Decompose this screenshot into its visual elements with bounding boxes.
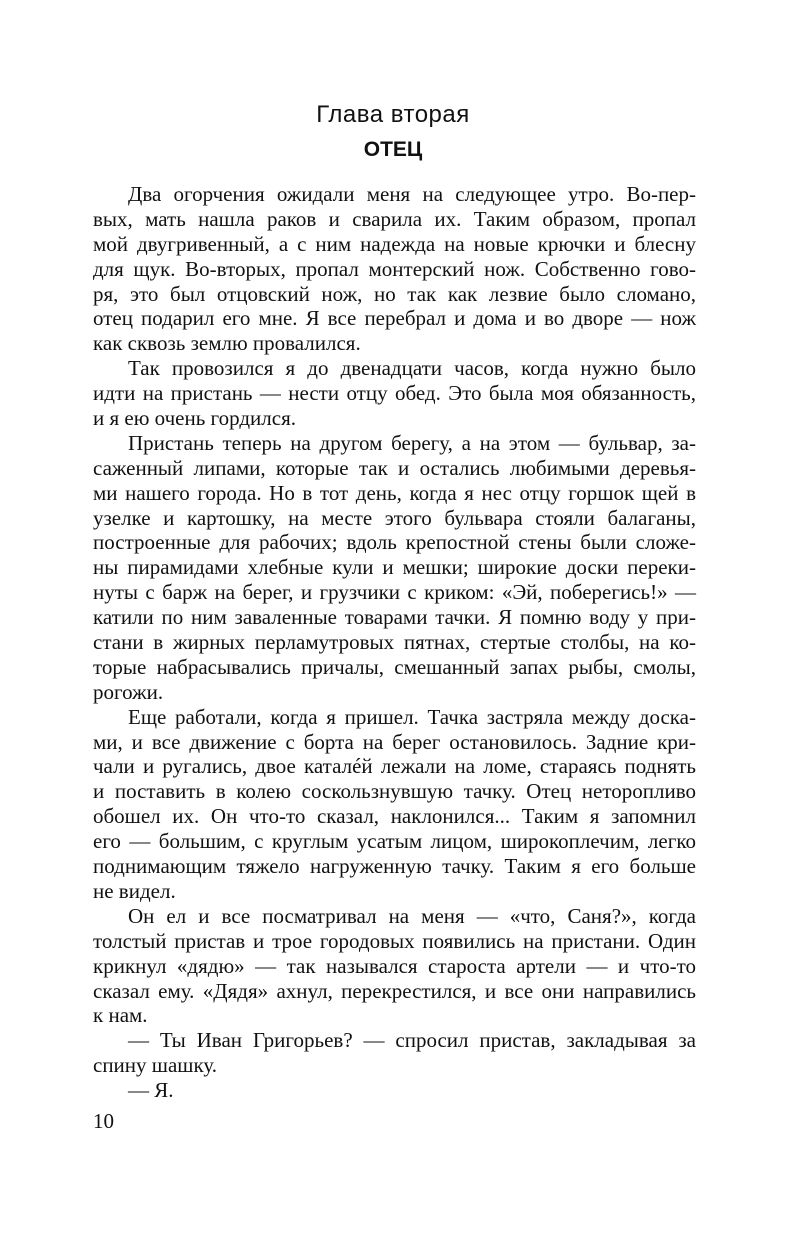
page-number: 10 <box>93 1109 114 1133</box>
text-line: Так провозился я до двенадцати часов, когда нужно было <box>128 356 696 381</box>
text-line: — Ты Иван Григорьев? — спросил пристав, закладывая за <box>128 1028 696 1053</box>
text-line: не видел. <box>93 878 176 903</box>
text-line: для щук. Во-вторых, пропал монтерский нож. Собственно гово- <box>93 256 696 281</box>
text-line: торые набрасывались причалы, смешанный запах рыбы, смолы, <box>93 654 696 679</box>
text-line: спину шашку. <box>93 1053 218 1078</box>
chapter-heading: Глава вторая <box>316 101 470 128</box>
text-line: толстый пристав и трое городовых появились на пристани. Один <box>93 928 696 953</box>
text-line: узелке и картошку, на месте этого бульвара стояли балаганы, <box>93 505 696 530</box>
text-line: мой двугривенный, а с ним надежда на новые крючки и блесну <box>93 231 696 256</box>
text-line: чали и ругались, двое каталéй лежали на ломе, стараясь поднять <box>93 754 696 779</box>
text-line: Пристань теперь на другом берегу, а на этом — бульвар, за- <box>128 430 696 455</box>
text-line: стани в жирных перламутровых пятнах, стертые столбы, на ко- <box>93 630 696 655</box>
text-line: построенные для рабочих; вдоль крепостной стены были сложе- <box>93 530 696 555</box>
text-line: идти на пристань — нести отцу обед. Это была моя обязанность, <box>93 381 696 406</box>
text-line: и я ею очень гордился. <box>93 406 297 431</box>
text-line: крикнул «дядю» — так назывался староста артели — и что-то <box>93 953 696 978</box>
text-line: его — большим, с круглым усатым лицом, широкоплечим, легко <box>93 829 696 854</box>
text-line: ми нашего города. Но в тот день, когда я нес отцу горшок щей в <box>93 480 696 505</box>
text-line: ми, и все движение с борта на берег остановилось. Задние кри- <box>93 729 696 754</box>
text-line: ря, это был отцовский нож, но так как лезвие было сломано, <box>93 281 696 306</box>
text-line: — Я. <box>128 1078 174 1103</box>
text-line: к нам. <box>93 1003 148 1028</box>
text-line: нуты с барж на берег, и грузчики с криком: «Эй, поберегись!» — <box>93 580 696 605</box>
text-line: Два огорчения ожидали меня на следующее утро. Во-пер- <box>128 182 696 206</box>
text-line: ны пирамидами хлебные кули и мешки; широкие доски переки- <box>93 555 696 580</box>
text-line: катили по ним заваленные товарами тачки. Я помню воду у при- <box>93 605 696 630</box>
text-line: поднимающим тяжело нагруженную тачку. Таким я его больше <box>93 854 696 879</box>
text-line: вых, мать нашла раков и сварила их. Таким образом, пропал <box>93 206 696 231</box>
text-line: Еще работали, когда я пришел. Тачка застряла между доска- <box>128 704 696 729</box>
text-line: Он ел и все посматривал на меня — «что, Саня?», когда <box>128 903 696 928</box>
text-line: саженный липами, которые так и остались любимыми деревья- <box>93 455 696 480</box>
text-line: обошел их. Он что-то сказал, наклонился... Таким я запомнил <box>93 804 696 829</box>
text-line: и поставить в колею соскользнувшую тачку. Отец неторопливо <box>93 779 696 804</box>
text-line: сказал ему. «Дядя» ахнул, перекрестился, и все они направились <box>93 978 696 1003</box>
text-line: отец подарил его мне. Я все перебрал и дома и во дворе — нож <box>93 306 696 331</box>
body-text <box>93 182 696 1103</box>
text-line: рогожи. <box>93 679 164 704</box>
chapter-title: ОТЕЦ <box>363 138 423 161</box>
text-line: как сквозь землю провалился. <box>93 331 361 356</box>
